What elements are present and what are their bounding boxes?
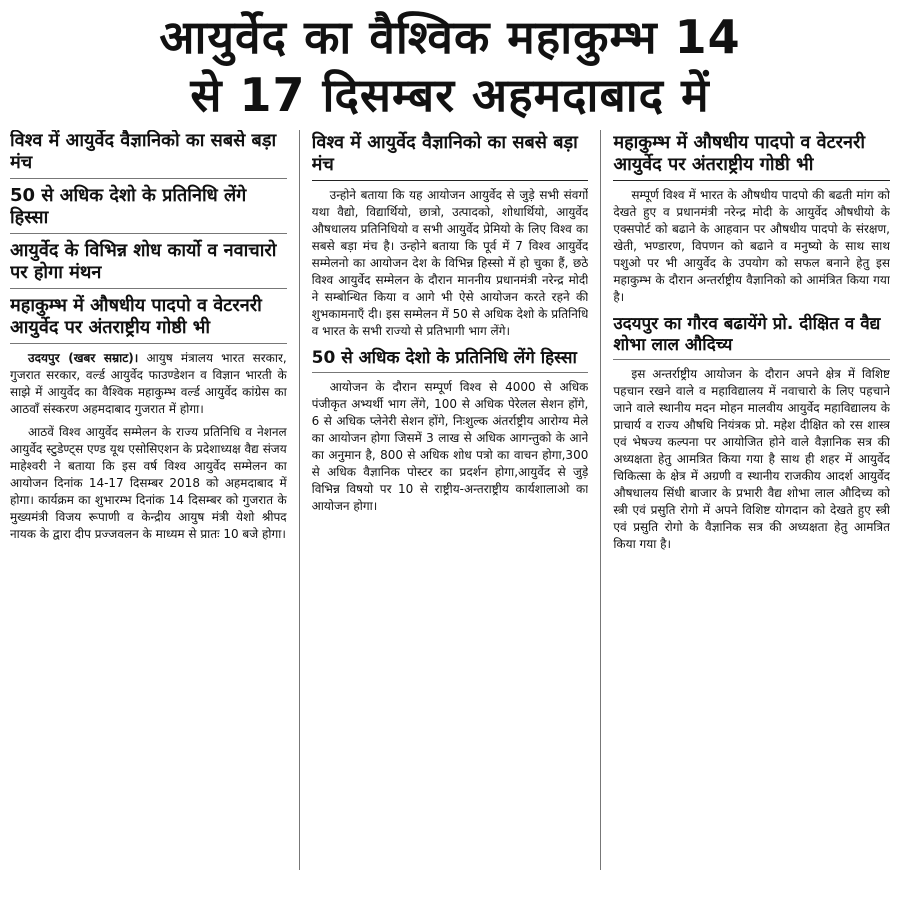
headline-line-1: आयुर्वेद का वैश्विक महाकुम्भ 14 — [159, 10, 741, 64]
deck-3: आयुर्वेद के विभिन्न शोध कार्यो व नवाचारो पर होगा मंथन — [10, 240, 287, 289]
deck-1: विश्व में आयुर्वेद वैज्ञानिको का सबसे बड़ा मंच — [10, 130, 287, 179]
column-1 — [10, 130, 287, 870]
deck-4: महाकुम्भ में औषधीय पादपो व वेटरनरी आयुर्वेद पर अंतराष्ट्रीय गोष्ठी भी — [10, 295, 287, 344]
col1-paragraph-2: आठवें विश्व आयुर्वेद सम्मेलन के राज्य प्रतिनिधि व नेशनल आयुर्वेद स्टुडेण्ट्स एण्ड यूथ एसोसिएशन के प्रदेशाध्यक्ष वैद्य संजय माहेश्वरी ने बताया कि इस वर्ष विश्व आयुर्वेद सम्मेलन का आयोजन दिनांक 14-17 दिसम्बर 2018 को अहमदाबाद में होगा। कार्यक्रम का शुभारम्भ दिनांक 14 दिसम्बर को गुजरात के मुख्यमंत्री विजय रूपाणी व केन्द्रीय आयुष मंत्री येशो श्रीपद नायक के द्वारा दीप प्रज्जवलन के माध्यम से प्रातः 10 बजे होगा। — [10, 425, 287, 541]
column-divider-1 — [299, 130, 300, 870]
col1-paragraph-1 — [10, 350, 287, 418]
col2-section-heading: 50 से अधिक देशो के प्रतिनिधि लेंगे हिस्सा — [312, 348, 589, 373]
dateline: उदयपुर (खबर सम्राट)। — [28, 351, 139, 365]
col1-paragraph-1-text: आयुष मंत्रालय भारत सरकार, गुजरात सरकार, वर्ल्ड आयुर्वेद फाउण्डेशन व विज्ञान भारती के साझे में आयुर्वेद का वैश्विक महाकुम्भ वर्ल्ड आयुर्वेद कांग्रेस का आठवाँ संस्करण अहमदाबाद गुजरात में होगा। — [10, 351, 287, 416]
deck-2: 50 से अधिक देशो के प्रतिनिधि लेंगे हिस्सा — [10, 185, 287, 234]
headline — [10, 8, 890, 124]
col3-paragraph-1: सम्पूर्ण विश्व में भारत के औषधीय पादपो की बढती मांग को देखते हुए व प्रधानमंत्री नरेन्द्र मोदी के आयुर्वेद औषधीयो के एक्सपोर्ट को बढाने के आहवान पर औषधीय पादपो के संरक्षण, खेती, भण्डारण, विपणन को बढाने व मनुष्यो के साथ साथ पशुओ पर भी आयुर्वेद के उपयोग को सफल बनाने हेतु इस महाकुम्भ के दौरान अन्तर्राष्ट्रीय वैज्ञानिको को आमंत्रित किया गया है। — [613, 188, 890, 304]
article-columns — [10, 130, 890, 870]
col3-paragraph-2: इस अन्तर्राष्ट्रीय आयोजन के दौरान अपने क्षेत्र में विशिष्ट पहचान रखने वाले व महाविद्यालय में नवाचारो के लिए पहचाने जाने वाले स्थानीय मदन मोहन मालवीय आयुर्वेद महाविद्यालय के प्राचार्य व राज्य औषधि नियंत्रक प्रो. महेश दीक्षित को रस शास्त्र एवं भेषज्य कल्पना पर आयोजित होने वाले वैज्ञानिक सत्र की अध्यक्षता हेतु आमत्रित किया गया है साथ ही शहर में आयुर्वेद चिकित्सा के क्षेत्र में अग्रणी व स्थानीय राजकीय आदर्श आयुर्वेद औषधालय सिंधी बाजार के प्रभारी वैद्य शोभा लाल औदिच्य को स्त्री एवं प्रसुति रोगो में अपने विशिष्ट योगदान को देखते हुए स्त्री एवं प्रसुति रोगो के वैज्ञानिक सत्र की अध्यक्षता हेतु आमत्रित किया गया है। — [613, 367, 890, 551]
col3-title: महाकुम्भ में औषधीय पादपो व वेटरनरी आयुर्वेद पर अंतराष्ट्रीय गोष्ठी भी — [613, 132, 890, 181]
col2-paragraph-1: उन्होने बताया कि यह आयोजन आयुर्वेद से जुड़े सभी संवर्गो यथा वैद्यो, विद्यार्थियो, छात्रो, उत्पादको, शोधार्थियो, आयुर्वेद औषधालय प्रतिनिधियो व सभी आयुर्वेद प्रेमियो के लिए विश्व का सबसे बड़ा मंच है। उन्होने बताया कि पूर्व में 7 विश्व आयुर्वेद सम्मेलनो का आयोजन देश के विभिन्न हिस्सो में हो चुका हैं, छठे विश्व आयुर्वेद सम्मेलन के दौरान माननीय प्रधानमंत्री नरेन्द्र मोदी ने सम्बोन्धित किया व आगे भी ऐसे आयोजन करते रहने की शुभकामनाएँ दी। इस सम्मेलन में 50 से अधिक देशो के प्रतिनिधि व भारत के सभी राज्यो से प्रतिभागी भाग लेंगे। — [311, 188, 589, 338]
column-2 — [312, 130, 589, 870]
headline-line-2: से 17 दिसम्बर अहमदाबाद में — [190, 68, 710, 122]
col2-title: विश्व में आयुर्वेद वैज्ञानिको का सबसे बड़ा मंच — [312, 132, 589, 181]
col2-paragraph-2: आयोजन के दौरान सम्पूर्ण विश्व से 4000 से अधिक पंजीकृत अभ्यर्थी भाग लेंगे, 100 से अधिक पेरेलल सेशन होंगे, 6 से अधिक प्लेनेरी सेशन होंगे, निःशुल्क अंतर्राष्ट्रीय आरोग्य मेले का आयोजन होगा जिसमें 3 लाख से अधिक आगन्तुको के आने का अनुमान है, 800 से अधिक शोध पत्रो का वाचन होगा,300 से अधिक वैज्ञानिक पोस्टर का प्रदर्शन होगा,आयुर्वेद से जुड़े विभिन्न विषयो पर 10 से राष्ट्रीय-अन्तराष्ट्रीय कार्यशालाओ का आयोजन होगा। — [311, 380, 589, 513]
column-divider-2 — [600, 130, 601, 870]
col3-section-heading: उदयपुर का गौरव बढायेंगे प्रो. दीक्षित व वैद्य शोभा लाल औदिच्य — [613, 314, 890, 360]
column-3 — [613, 130, 890, 870]
